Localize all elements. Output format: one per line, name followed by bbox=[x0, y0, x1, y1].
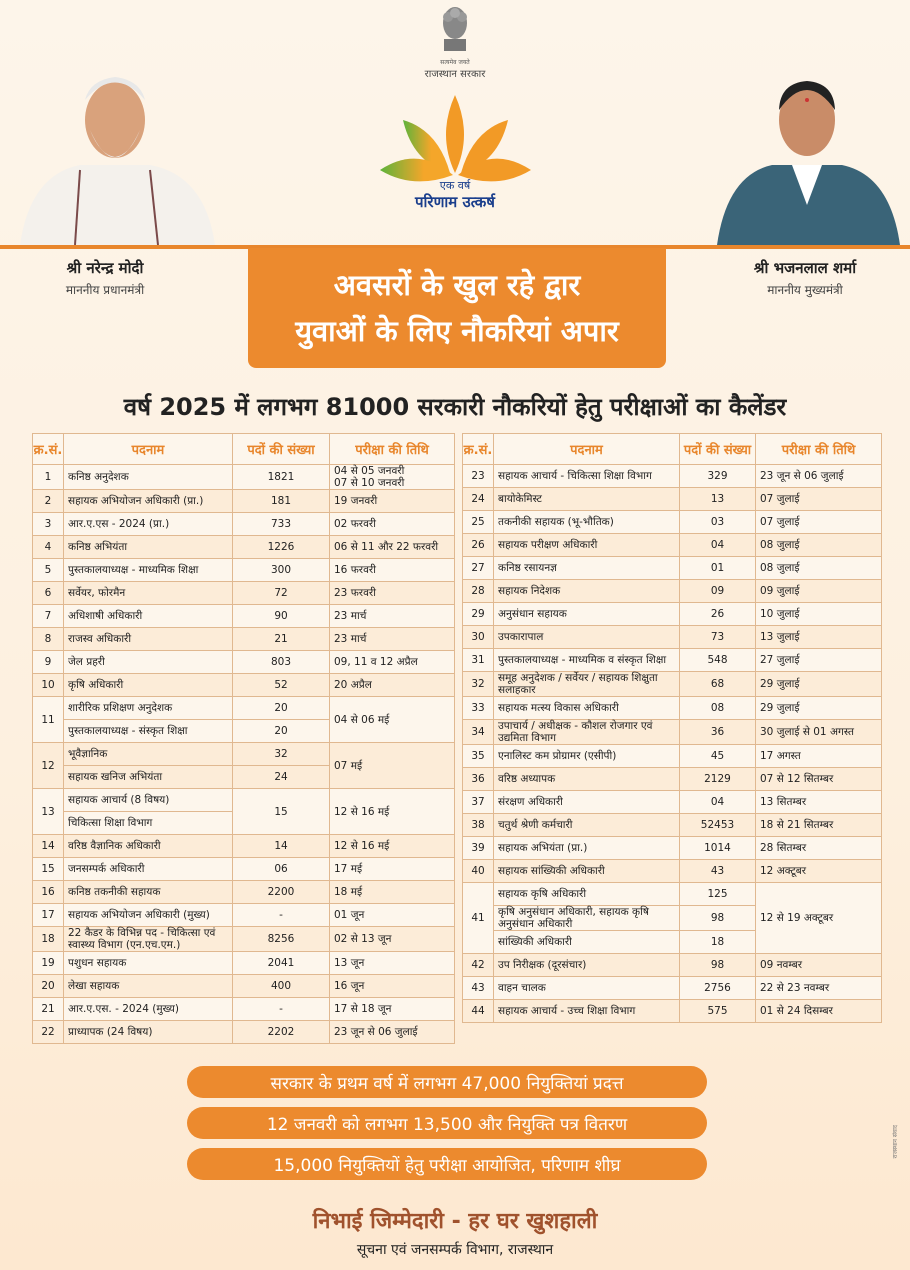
post-name: शारीरिक प्रशिक्षण अनुदेशक bbox=[64, 697, 233, 720]
serial-number: 42 bbox=[463, 954, 494, 977]
table-row bbox=[33, 697, 455, 720]
table-row bbox=[463, 534, 882, 557]
serial-number: 39 bbox=[463, 837, 494, 860]
column-header: पदों की संख्या bbox=[680, 434, 756, 465]
post-count: 09 bbox=[680, 580, 756, 603]
exam-date: 29 जुलाई bbox=[756, 697, 882, 720]
post-count: 125 bbox=[680, 883, 756, 906]
exam-table-right bbox=[462, 433, 882, 1023]
serial-number: 37 bbox=[463, 791, 494, 814]
serial-number: 13 bbox=[33, 789, 64, 835]
exam-date: 12 अक्टूबर bbox=[756, 860, 882, 883]
exam-date: 23 मार्च bbox=[330, 628, 455, 651]
serial-number: 25 bbox=[463, 511, 494, 534]
post-count: 13 bbox=[680, 488, 756, 511]
exam-date: 04 से 06 मई bbox=[330, 697, 455, 743]
serial-number: 1 bbox=[33, 465, 64, 490]
highlight-pill: सरकार के प्रथम वर्ष में लगभग 47,000 नियुक्तियां प्रदत्त bbox=[187, 1066, 707, 1098]
exam-date: 18 मई bbox=[330, 881, 455, 904]
post-name: सांख्यिकी अधिकारी bbox=[494, 931, 680, 954]
post-count: 20 bbox=[233, 720, 330, 743]
post-name: कनिष्ठ अनुदेशक bbox=[64, 465, 233, 490]
exam-date: 29 जुलाई bbox=[756, 672, 882, 697]
post-count: 2202 bbox=[233, 1021, 330, 1044]
post-count: 181 bbox=[233, 490, 330, 513]
post-count: 36 bbox=[680, 720, 756, 745]
column-header: पदनाम bbox=[494, 434, 680, 465]
table-row bbox=[463, 626, 882, 649]
post-count: 8256 bbox=[233, 927, 330, 952]
highlight-pill: 15,000 नियुक्तियों हेतु परीक्षा आयोजित, परिणाम शीघ्र bbox=[187, 1148, 707, 1180]
post-name: उपाचार्य / अधीक्षक - कौशल रोजगार एवं उद्यमिता विभाग bbox=[494, 720, 680, 745]
state-emblem-icon bbox=[436, 3, 474, 57]
post-name: आर.ए.एस. - 2024 (मुख्य) bbox=[64, 998, 233, 1021]
exam-date: 18 से 21 सितम्बर bbox=[756, 814, 882, 837]
exam-date: 08 जुलाई bbox=[756, 534, 882, 557]
exam-date: 10 जुलाई bbox=[756, 603, 882, 626]
serial-number: 3 bbox=[33, 513, 64, 536]
post-count: 1821 bbox=[233, 465, 330, 490]
leader-title: माननीय मुख्यमंत्री bbox=[767, 283, 843, 297]
post-count: 803 bbox=[233, 651, 330, 674]
post-name: कनिष्ठ रसायनज्ञ bbox=[494, 557, 680, 580]
exam-date: 13 जुलाई bbox=[756, 626, 882, 649]
serial-number: 41 bbox=[463, 883, 494, 954]
table-row bbox=[463, 580, 882, 603]
serial-number: 38 bbox=[463, 814, 494, 837]
department-name: सूचना एवं जनसम्पर्क विभाग, राजस्थान bbox=[356, 1242, 554, 1258]
post-name: सर्वेयर, फोरमैन bbox=[64, 582, 233, 605]
post-count: - bbox=[233, 998, 330, 1021]
exam-date: 07 मई bbox=[330, 743, 455, 789]
table-row bbox=[33, 835, 455, 858]
exam-date: 12 से 16 मई bbox=[330, 789, 455, 835]
table-row bbox=[33, 628, 455, 651]
post-name: वरिष्ठ अध्यापक bbox=[494, 768, 680, 791]
exam-date: 19 जनवरी bbox=[330, 490, 455, 513]
table-row bbox=[33, 927, 455, 952]
table-header-row bbox=[463, 434, 882, 465]
post-name: सहायक आचार्य (8 विषय) bbox=[64, 789, 233, 812]
post-name: समूह अनुदेशक / सर्वेयर / सहायक शिक्षुता सलाहकार bbox=[494, 672, 680, 697]
post-count: 43 bbox=[680, 860, 756, 883]
post-name: प्राध्यापक (24 विषय) bbox=[64, 1021, 233, 1044]
exam-date: 23 जून से 06 जुलाई bbox=[330, 1021, 455, 1044]
post-count: 45 bbox=[680, 745, 756, 768]
post-count: 20 bbox=[233, 697, 330, 720]
column-header: परीक्षा की तिथि bbox=[756, 434, 882, 465]
post-name: सहायक खनिज अभियंता bbox=[64, 766, 233, 789]
exam-date: 06 से 11 और 22 फरवरी bbox=[330, 536, 455, 559]
serial-number: 21 bbox=[33, 998, 64, 1021]
column-header: क्र.सं. bbox=[33, 434, 64, 465]
serial-number: 8 bbox=[33, 628, 64, 651]
serial-number: 34 bbox=[463, 720, 494, 745]
post-name: सहायक निदेशक bbox=[494, 580, 680, 603]
table-row bbox=[463, 768, 882, 791]
post-count: 06 bbox=[233, 858, 330, 881]
post-name: संरक्षण अधिकारी bbox=[494, 791, 680, 814]
exam-date: 23 जून से 06 जुलाई bbox=[756, 465, 882, 488]
exam-date: 07 जुलाई bbox=[756, 488, 882, 511]
post-count: 1014 bbox=[680, 837, 756, 860]
serial-number: 32 bbox=[463, 672, 494, 697]
table-row bbox=[463, 1000, 882, 1023]
serial-number: 31 bbox=[463, 649, 494, 672]
government-name: राजस्थान सरकार bbox=[424, 69, 486, 80]
post-name: सहायक अभियोजन अधिकारी (मुख्य) bbox=[64, 904, 233, 927]
exam-date: 16 जून bbox=[330, 975, 455, 998]
column-header: पदनाम bbox=[64, 434, 233, 465]
exam-date: 08 जुलाई bbox=[756, 557, 882, 580]
table-row bbox=[33, 674, 455, 697]
table-row bbox=[463, 745, 882, 768]
exam-date: 07 जुलाई bbox=[756, 511, 882, 534]
post-count: 68 bbox=[680, 672, 756, 697]
post-count: 21 bbox=[233, 628, 330, 651]
table-row bbox=[463, 720, 882, 745]
post-name: बायोकेमिस्ट bbox=[494, 488, 680, 511]
chief-minister-photo bbox=[712, 55, 902, 245]
leader-name: श्री नरेन्द्र मोदी bbox=[66, 259, 144, 277]
exam-date: 07 से 12 सितम्बर bbox=[756, 768, 882, 791]
prime-minister-photo bbox=[10, 45, 220, 245]
headline-banner bbox=[248, 248, 666, 368]
exam-date: 23 फरवरी bbox=[330, 582, 455, 605]
post-name: कनिष्ठ अभियंता bbox=[64, 536, 233, 559]
serial-number: 6 bbox=[33, 582, 64, 605]
serial-number: 4 bbox=[33, 536, 64, 559]
exam-date: 01 से 24 दिसम्बर bbox=[756, 1000, 882, 1023]
post-name: अधिशाषी अधिकारी bbox=[64, 605, 233, 628]
post-count: 04 bbox=[680, 791, 756, 814]
post-count: 2129 bbox=[680, 768, 756, 791]
table-row bbox=[33, 513, 455, 536]
post-count: 24 bbox=[233, 766, 330, 789]
exam-date: 04 से 05 जनवरी 07 से 10 जनवरी bbox=[330, 465, 455, 490]
post-count: 400 bbox=[233, 975, 330, 998]
table-row bbox=[33, 1021, 455, 1044]
post-name: एनालिस्ट कम प्रोग्रामर (एसीपी) bbox=[494, 745, 680, 768]
serial-number: 12 bbox=[33, 743, 64, 789]
serial-number: 5 bbox=[33, 559, 64, 582]
exam-date: 09 जुलाई bbox=[756, 580, 882, 603]
post-name: कनिष्ठ तकनीकी सहायक bbox=[64, 881, 233, 904]
table-row bbox=[463, 649, 882, 672]
post-name: सहायक मत्स्य विकास अधिकारी bbox=[494, 697, 680, 720]
post-name: वरिष्ठ वैज्ञानिक अधिकारी bbox=[64, 835, 233, 858]
table-row bbox=[33, 881, 455, 904]
table-row bbox=[463, 860, 882, 883]
emblem-motto: सत्यमेव जयते bbox=[440, 59, 470, 66]
post-name: कृषि अधिकारी bbox=[64, 674, 233, 697]
column-header: क्र.सं. bbox=[463, 434, 494, 465]
post-name: सहायक सांख्यिकी अधिकारी bbox=[494, 860, 680, 883]
post-name: वाहन चालक bbox=[494, 977, 680, 1000]
exam-date: 13 जून bbox=[330, 952, 455, 975]
table-row bbox=[463, 603, 882, 626]
table-row bbox=[33, 998, 455, 1021]
table-row bbox=[33, 858, 455, 881]
serial-number: 15 bbox=[33, 858, 64, 881]
post-count: 733 bbox=[233, 513, 330, 536]
serial-number: 44 bbox=[463, 1000, 494, 1023]
post-name: चतुर्थ श्रेणी कर्मचारी bbox=[494, 814, 680, 837]
table-row bbox=[33, 651, 455, 674]
post-name: 22 कैडर के विभिन्न पद - चिकित्सा एवं स्वास्थ्य विभाग (एन.एच.एम.) bbox=[64, 927, 233, 952]
serial-number: 29 bbox=[463, 603, 494, 626]
serial-number: 22 bbox=[33, 1021, 64, 1044]
serial-number: 18 bbox=[33, 927, 64, 952]
exam-date: 22 से 23 नवम्बर bbox=[756, 977, 882, 1000]
post-name: आर.ए.एस - 2024 (प्रा.) bbox=[64, 513, 233, 536]
table-row bbox=[463, 954, 882, 977]
exam-date: 17 से 18 जून bbox=[330, 998, 455, 1021]
exam-date: 01 जून bbox=[330, 904, 455, 927]
logo-tagline-bottom: परिणाम उत्कर्ष bbox=[415, 193, 495, 211]
exam-table-left bbox=[32, 433, 455, 1044]
post-name: सहायक आचार्य - उच्च शिक्षा विभाग bbox=[494, 1000, 680, 1023]
table-row bbox=[33, 975, 455, 998]
post-name: सहायक परीक्षण अधिकारी bbox=[494, 534, 680, 557]
serial-number: 33 bbox=[463, 697, 494, 720]
post-name: उपकारापाल bbox=[494, 626, 680, 649]
headline-line-2: युवाओं के लिए नौकरियां अपार bbox=[295, 314, 619, 348]
exam-date: 16 फरवरी bbox=[330, 559, 455, 582]
post-name: सहायक अभियंता (प्रा.) bbox=[494, 837, 680, 860]
post-name: भूवैज्ञानिक bbox=[64, 743, 233, 766]
table-row bbox=[33, 559, 455, 582]
leader-name: श्री भजनलाल शर्मा bbox=[753, 259, 857, 277]
post-count: 04 bbox=[680, 534, 756, 557]
post-count: 52 bbox=[233, 674, 330, 697]
exam-date: 02 फरवरी bbox=[330, 513, 455, 536]
serial-number: 36 bbox=[463, 768, 494, 791]
post-count: 329 bbox=[680, 465, 756, 488]
exam-date: 27 जुलाई bbox=[756, 649, 882, 672]
serial-number: 14 bbox=[33, 835, 64, 858]
post-name: जनसम्पर्क अधिकारी bbox=[64, 858, 233, 881]
post-name: चिकित्सा शिक्षा विभाग bbox=[64, 812, 233, 835]
table-row bbox=[463, 465, 882, 488]
post-count: 300 bbox=[233, 559, 330, 582]
serial-number: 30 bbox=[463, 626, 494, 649]
post-name: राजस्व अधिकारी bbox=[64, 628, 233, 651]
serial-number: 10 bbox=[33, 674, 64, 697]
post-count: 72 bbox=[233, 582, 330, 605]
calendar-title: वर्ष 2025 में लगभग 81000 सरकारी नौकरियों हेतु परीक्षाओं का कैलेंडर bbox=[123, 393, 787, 421]
table-row bbox=[463, 511, 882, 534]
column-header: पदों की संख्या bbox=[233, 434, 330, 465]
leader-title: माननीय प्रधानमंत्री bbox=[65, 283, 145, 297]
exam-date: 09, 11 व 12 अप्रैल bbox=[330, 651, 455, 674]
post-name: तकनीकी सहायक (भू-भौतिक) bbox=[494, 511, 680, 534]
post-count: 548 bbox=[680, 649, 756, 672]
post-count: 18 bbox=[680, 931, 756, 954]
table-row bbox=[463, 977, 882, 1000]
post-name: पुस्तकालयाध्यक्ष - संस्कृत शिक्षा bbox=[64, 720, 233, 743]
post-count: 575 bbox=[680, 1000, 756, 1023]
table-row bbox=[33, 536, 455, 559]
exam-date: 20 अप्रैल bbox=[330, 674, 455, 697]
post-count: 15 bbox=[233, 789, 330, 835]
side-note: राजस्थान संवाद bbox=[892, 1125, 899, 1159]
exam-date: 12 से 16 मई bbox=[330, 835, 455, 858]
serial-number: 26 bbox=[463, 534, 494, 557]
post-count: 01 bbox=[680, 557, 756, 580]
post-count: 52453 bbox=[680, 814, 756, 837]
table-row bbox=[33, 582, 455, 605]
table-row bbox=[33, 605, 455, 628]
serial-number: 40 bbox=[463, 860, 494, 883]
serial-number: 43 bbox=[463, 977, 494, 1000]
exam-date: 17 मई bbox=[330, 858, 455, 881]
table-row bbox=[463, 488, 882, 511]
post-count: 14 bbox=[233, 835, 330, 858]
post-name: सहायक आचार्य - चिकित्सा शिक्षा विभाग bbox=[494, 465, 680, 488]
serial-number: 27 bbox=[463, 557, 494, 580]
serial-number: 7 bbox=[33, 605, 64, 628]
highlight-pill: 12 जनवरी को लगभग 13,500 और नियुक्ति पत्र वितरण bbox=[187, 1107, 707, 1139]
post-count: 2200 bbox=[233, 881, 330, 904]
post-name: कृषि अनुसंधान अधिकारी, सहायक कृषि अनुसंधान अधिकारी bbox=[494, 906, 680, 931]
post-name: सहायक अभियोजन अधिकारी (प्रा.) bbox=[64, 490, 233, 513]
exam-date: 30 जुलाई से 01 अगस्त bbox=[756, 720, 882, 745]
post-name: उप निरीक्षक (दूरसंचार) bbox=[494, 954, 680, 977]
table-row bbox=[463, 697, 882, 720]
table-row bbox=[463, 837, 882, 860]
exam-date: 09 नवम्बर bbox=[756, 954, 882, 977]
table-row bbox=[463, 672, 882, 697]
post-count: 1226 bbox=[233, 536, 330, 559]
exam-date: 17 अगस्त bbox=[756, 745, 882, 768]
post-name: लेखा सहायक bbox=[64, 975, 233, 998]
table-row bbox=[463, 883, 882, 906]
logo-tagline-top: एक वर्ष bbox=[439, 179, 471, 192]
exam-date: 02 से 13 जून bbox=[330, 927, 455, 952]
exam-date: 13 सितम्बर bbox=[756, 791, 882, 814]
post-count: 2041 bbox=[233, 952, 330, 975]
post-count: 32 bbox=[233, 743, 330, 766]
slogan: निभाई जिम्मेदारी - हर घर खुशहाली bbox=[312, 1209, 598, 1234]
table-header-row bbox=[33, 434, 455, 465]
post-count: 08 bbox=[680, 697, 756, 720]
serial-number: 24 bbox=[463, 488, 494, 511]
post-name: पुस्तकालयाध्यक्ष - माध्यमिक शिक्षा bbox=[64, 559, 233, 582]
serial-number: 16 bbox=[33, 881, 64, 904]
post-count: 73 bbox=[680, 626, 756, 649]
exam-date: 23 मार्च bbox=[330, 605, 455, 628]
exam-date: 12 से 19 अक्टूबर bbox=[756, 883, 882, 954]
post-name: अनुसंधान सहायक bbox=[494, 603, 680, 626]
serial-number: 11 bbox=[33, 697, 64, 743]
headline-line-1: अवसरों के खुल रहे द्वार bbox=[333, 268, 581, 302]
post-count: 90 bbox=[233, 605, 330, 628]
serial-number: 2 bbox=[33, 490, 64, 513]
leader-left bbox=[5, 258, 205, 298]
post-name: जेल प्रहरी bbox=[64, 651, 233, 674]
table-row bbox=[463, 557, 882, 580]
serial-number: 28 bbox=[463, 580, 494, 603]
post-count: 98 bbox=[680, 954, 756, 977]
leader-right bbox=[705, 258, 905, 298]
table-row bbox=[33, 743, 455, 766]
serial-number: 23 bbox=[463, 465, 494, 488]
post-name: सहायक कृषि अधिकारी bbox=[494, 883, 680, 906]
table-row bbox=[463, 791, 882, 814]
post-count: 26 bbox=[680, 603, 756, 626]
post-count: 03 bbox=[680, 511, 756, 534]
column-header: परीक्षा की तिथि bbox=[330, 434, 455, 465]
serial-number: 9 bbox=[33, 651, 64, 674]
table-row bbox=[463, 814, 882, 837]
serial-number: 35 bbox=[463, 745, 494, 768]
table-row bbox=[33, 789, 455, 812]
post-name: पुस्तकालयाध्यक्ष - माध्यमिक व संस्कृत शिक्षा bbox=[494, 649, 680, 672]
serial-number: 20 bbox=[33, 975, 64, 998]
post-count: 2756 bbox=[680, 977, 756, 1000]
post-count: - bbox=[233, 904, 330, 927]
table-row bbox=[33, 490, 455, 513]
serial-number: 19 bbox=[33, 952, 64, 975]
table-row bbox=[33, 952, 455, 975]
post-count: 98 bbox=[680, 906, 756, 931]
table-row bbox=[33, 904, 455, 927]
post-name: पशुधन सहायक bbox=[64, 952, 233, 975]
table-row bbox=[33, 465, 455, 490]
serial-number: 17 bbox=[33, 904, 64, 927]
header-area bbox=[0, 0, 910, 245]
exam-date: 28 सितम्बर bbox=[756, 837, 882, 860]
